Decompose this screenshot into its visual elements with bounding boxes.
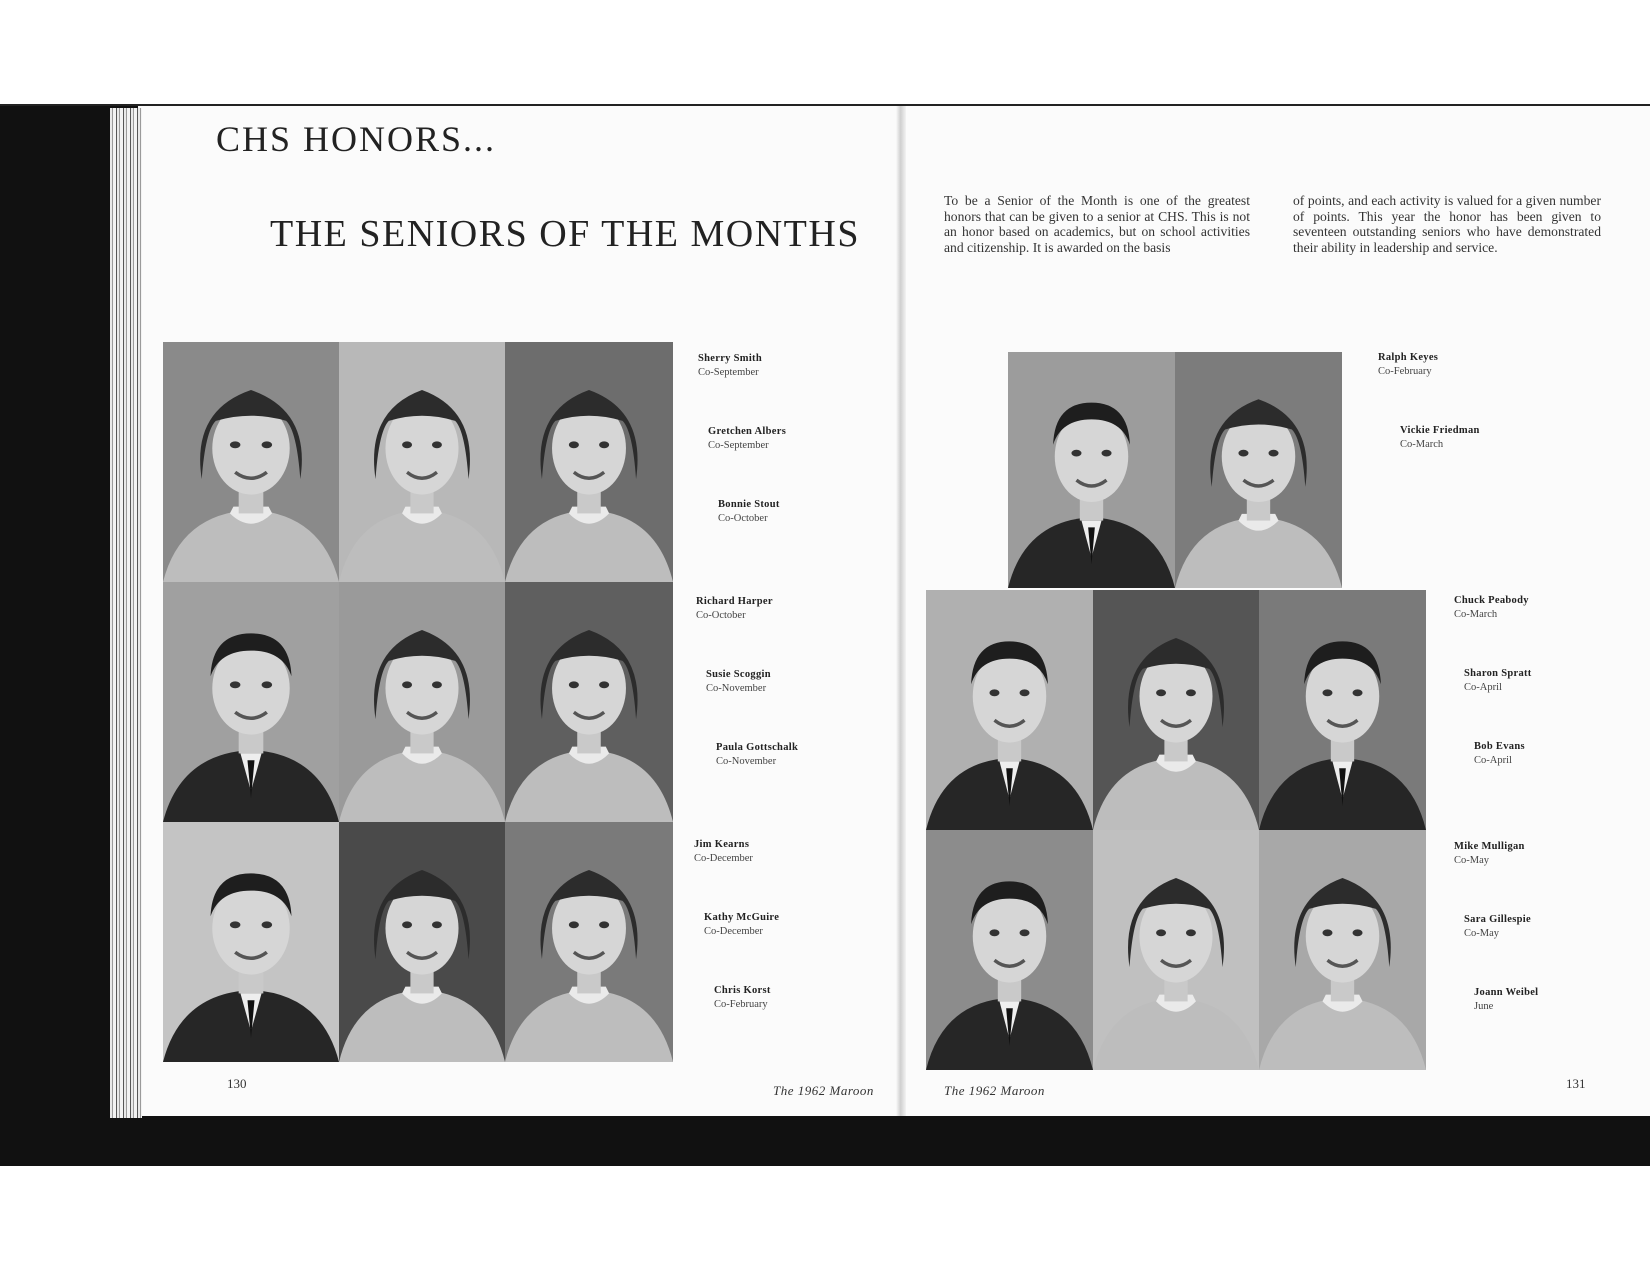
portrait-photo bbox=[505, 822, 673, 1062]
senior-month: Co-February bbox=[714, 998, 768, 1010]
senior-name: Chris Korst bbox=[714, 985, 771, 996]
senior-name: Joann Weibel bbox=[1474, 987, 1539, 998]
senior-name: Kathy McGuire bbox=[704, 912, 780, 923]
senior-name: Sara Gillespie bbox=[1464, 914, 1531, 925]
senior-month: Co-September bbox=[698, 366, 759, 378]
portrait-photo bbox=[926, 590, 1093, 830]
right-page-number: 131 bbox=[1566, 1076, 1586, 1091]
caption-jim-kearns bbox=[694, 838, 753, 865]
portrait-photo bbox=[163, 342, 339, 582]
senior-month: Co-December bbox=[704, 925, 763, 937]
page-subtitle: THE SENIORS OF THE MONTHS bbox=[270, 213, 860, 255]
senior-month: Co-October bbox=[696, 609, 746, 621]
caption-ralph-keyes bbox=[1378, 351, 1438, 378]
caption-chris-korst bbox=[714, 984, 771, 1011]
portrait-photo bbox=[505, 582, 673, 822]
caption-gretchen-albers bbox=[708, 425, 786, 452]
senior-name: Jim Kearns bbox=[694, 839, 750, 850]
portrait-photo bbox=[1093, 590, 1259, 830]
senior-month: Co-November bbox=[706, 682, 767, 694]
senior-name: Chuck Peabody bbox=[1454, 595, 1529, 606]
caption-mike-mulligan bbox=[1454, 840, 1525, 867]
caption-joann-weibel bbox=[1474, 986, 1538, 1013]
senior-month: Co-October bbox=[718, 512, 768, 524]
senior-month: Co-September bbox=[708, 439, 769, 451]
left-page-number: 130 bbox=[227, 1076, 247, 1091]
senior-month: Co-March bbox=[1454, 608, 1498, 620]
senior-month: Co-May bbox=[1464, 927, 1499, 939]
portrait-photo bbox=[1008, 352, 1175, 588]
senior-month: June bbox=[1474, 1000, 1494, 1012]
senior-name: Vickie Friedman bbox=[1400, 425, 1480, 436]
portrait-photo bbox=[1093, 830, 1259, 1070]
portrait-photo bbox=[163, 582, 339, 822]
senior-month: Co-November bbox=[716, 755, 777, 767]
portrait-photo bbox=[339, 342, 505, 582]
top-edge-rule bbox=[0, 104, 1650, 106]
senior-month: Co-April bbox=[1474, 754, 1512, 766]
portrait-photo bbox=[339, 822, 505, 1062]
caption-bob-evans bbox=[1474, 740, 1525, 767]
senior-name: Sharon Spratt bbox=[1464, 668, 1532, 679]
portrait-photo bbox=[505, 342, 673, 582]
caption-chuck-peabody bbox=[1454, 594, 1529, 621]
senior-month: Co-April bbox=[1464, 681, 1502, 693]
senior-month: Co-May bbox=[1454, 854, 1489, 866]
caption-kathy-mcguire bbox=[704, 911, 779, 938]
portrait-photo bbox=[926, 830, 1093, 1070]
caption-paula-gottschalk bbox=[716, 741, 798, 768]
page-title: CHS HONORS... bbox=[216, 119, 497, 159]
senior-name: Ralph Keyes bbox=[1378, 352, 1439, 363]
left-footer-title: The 1962 Maroon bbox=[773, 1083, 874, 1098]
caption-sherry-smith bbox=[698, 352, 762, 379]
senior-name: Mike Mulligan bbox=[1454, 841, 1525, 852]
portrait-photo bbox=[1259, 830, 1426, 1070]
book-binding bbox=[110, 108, 142, 1118]
senior-month: Co-February bbox=[1378, 365, 1432, 377]
caption-vickie-friedman bbox=[1400, 424, 1480, 451]
caption-sara-gillespie bbox=[1464, 913, 1531, 940]
senior-month: Co-March bbox=[1400, 438, 1444, 450]
senior-month: Co-December bbox=[694, 852, 753, 864]
portrait-photo bbox=[1175, 352, 1342, 588]
intro-paragraph-col2: of points, and each activity is valued for a given number of points. This year the honor has been given to seventeen outstanding seniors who have demonstrated their ability in leadership and service. bbox=[1293, 193, 1601, 255]
caption-sharon-spratt bbox=[1464, 667, 1532, 694]
caption-susie-scoggin bbox=[706, 668, 771, 695]
senior-name: Bob Evans bbox=[1474, 741, 1525, 752]
intro-paragraph-col1: To be a Senior of the Month is one of the greatest honors that can be given to a senior at CHS. This is not an honor based on academics, but on school activities and citizenship. It is awarded on the basis bbox=[944, 193, 1250, 255]
senior-name: Gretchen Albers bbox=[708, 426, 787, 437]
portrait-photo bbox=[163, 822, 339, 1062]
portrait-photo bbox=[1259, 590, 1426, 830]
senior-name: Bonnie Stout bbox=[718, 499, 780, 510]
right-footer-title: The 1962 Maroon bbox=[944, 1083, 1045, 1098]
caption-bonnie-stout bbox=[718, 498, 780, 525]
senior-name: Paula Gottschalk bbox=[716, 742, 799, 753]
senior-name: Susie Scoggin bbox=[706, 669, 771, 680]
senior-name: Richard Harper bbox=[696, 596, 773, 607]
portrait-photo bbox=[339, 582, 505, 822]
page-gutter bbox=[896, 104, 906, 1116]
caption-richard-harper bbox=[696, 595, 773, 622]
senior-name: Sherry Smith bbox=[698, 353, 762, 364]
